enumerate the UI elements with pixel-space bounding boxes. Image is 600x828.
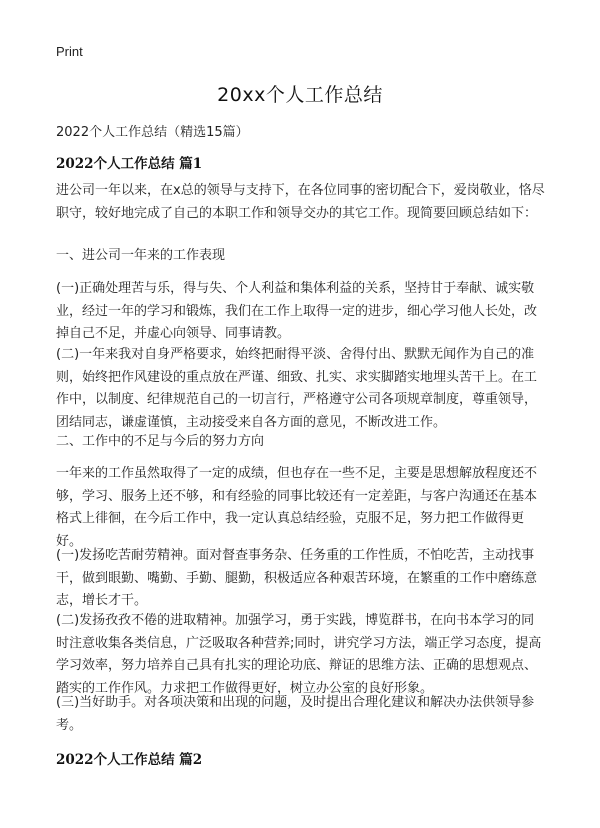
document-subtitle: 2022个人工作总结（精选15篇） [56, 125, 249, 140]
paragraph-effort-1: (一)发扬吃苦耐劳精神。面对督查事务杂、任务重的工作性质，不怕吃苦，主动找事干，做到眼勤、嘴勤、手勤、腿勤，积极适应各种艰苦环境，在繁重的工作中磨练意志，增长才干。 [56, 548, 538, 608]
section-heading-2: 2022个人工作总结 篇2 [56, 752, 203, 768]
document-title: 20xx个人工作总结 [217, 84, 383, 106]
print-link[interactable]: Print [56, 44, 83, 59]
paragraph-performance-1: (一)正确处理苦与乐，得与失、个人利益和集体利益的关系，坚持甘于奉献、诚实敬业，经过一年的学习和锻炼，我们在工作上取得一定的进步，细心学习他人长处，改掉自己不足，并虚心向领导、同事请教。 [56, 281, 538, 341]
paragraph-performance-2: (二)一年来我对自身严格要求，始终把耐得平淡、舍得付出、默默无闻作为自己的准则，始终把作风建设的重点放在严谨、细致、扎实、求实脚踏实地埋头苦干上。在工作中，以制度、纪律规范自己的一切言行，严格遵守公司各项规章制度，尊重领导，团结同志，谦虚谨慎，主动接受来自各方面的意见，不断改进工作。 [56, 347, 538, 430]
paragraph-effort-3: (三)当好助手。对各项决策和出现的问题，及时提出合理化建议和解决办法供领导参考。 [56, 695, 535, 733]
paragraph-effort-2: (二)发扬孜孜不倦的进取精神。加强学习，勇于实践，博览群书，在向书本学习的同时注意收集各类信息，广泛吸取各种营养;同时，讲究学习方法，端正学习态度，提高学习效率，努力培养自己具有扎实的理论功底、辩证的思维方法、正确的思想观点、踏实的工作作风。力求把工作做得更好，树立办公室的良好形象。 [56, 613, 542, 696]
paragraph-shortcomings: 一年来的工作虽然取得了一定的成绩，但也存在一些不足，主要是思想解放程度还不够，学习、服务上还不够，和有经验的同事比较还有一定差距，与客户沟通还在基本格式上徘徊，在今后工作中，我一定认真总结经验，克服不足，努力把工作做得更好。 [56, 466, 538, 549]
paragraph-heading-performance: 一、进公司一年来的工作表现 [56, 248, 226, 263]
paragraph-intro: 进公司一年以来，在x总的领导与支持下，在各位同事的密切配合下，爱岗敬业，恪尽职守，较好地完成了自己的本职工作和领导交办的其它工作。现简要回顾总结如下： [56, 183, 545, 221]
section-heading-1: 2022个人工作总结 篇1 [56, 156, 203, 172]
paragraph-heading-shortcomings: 二、工作中的不足与今后的努力方向 [56, 434, 265, 449]
